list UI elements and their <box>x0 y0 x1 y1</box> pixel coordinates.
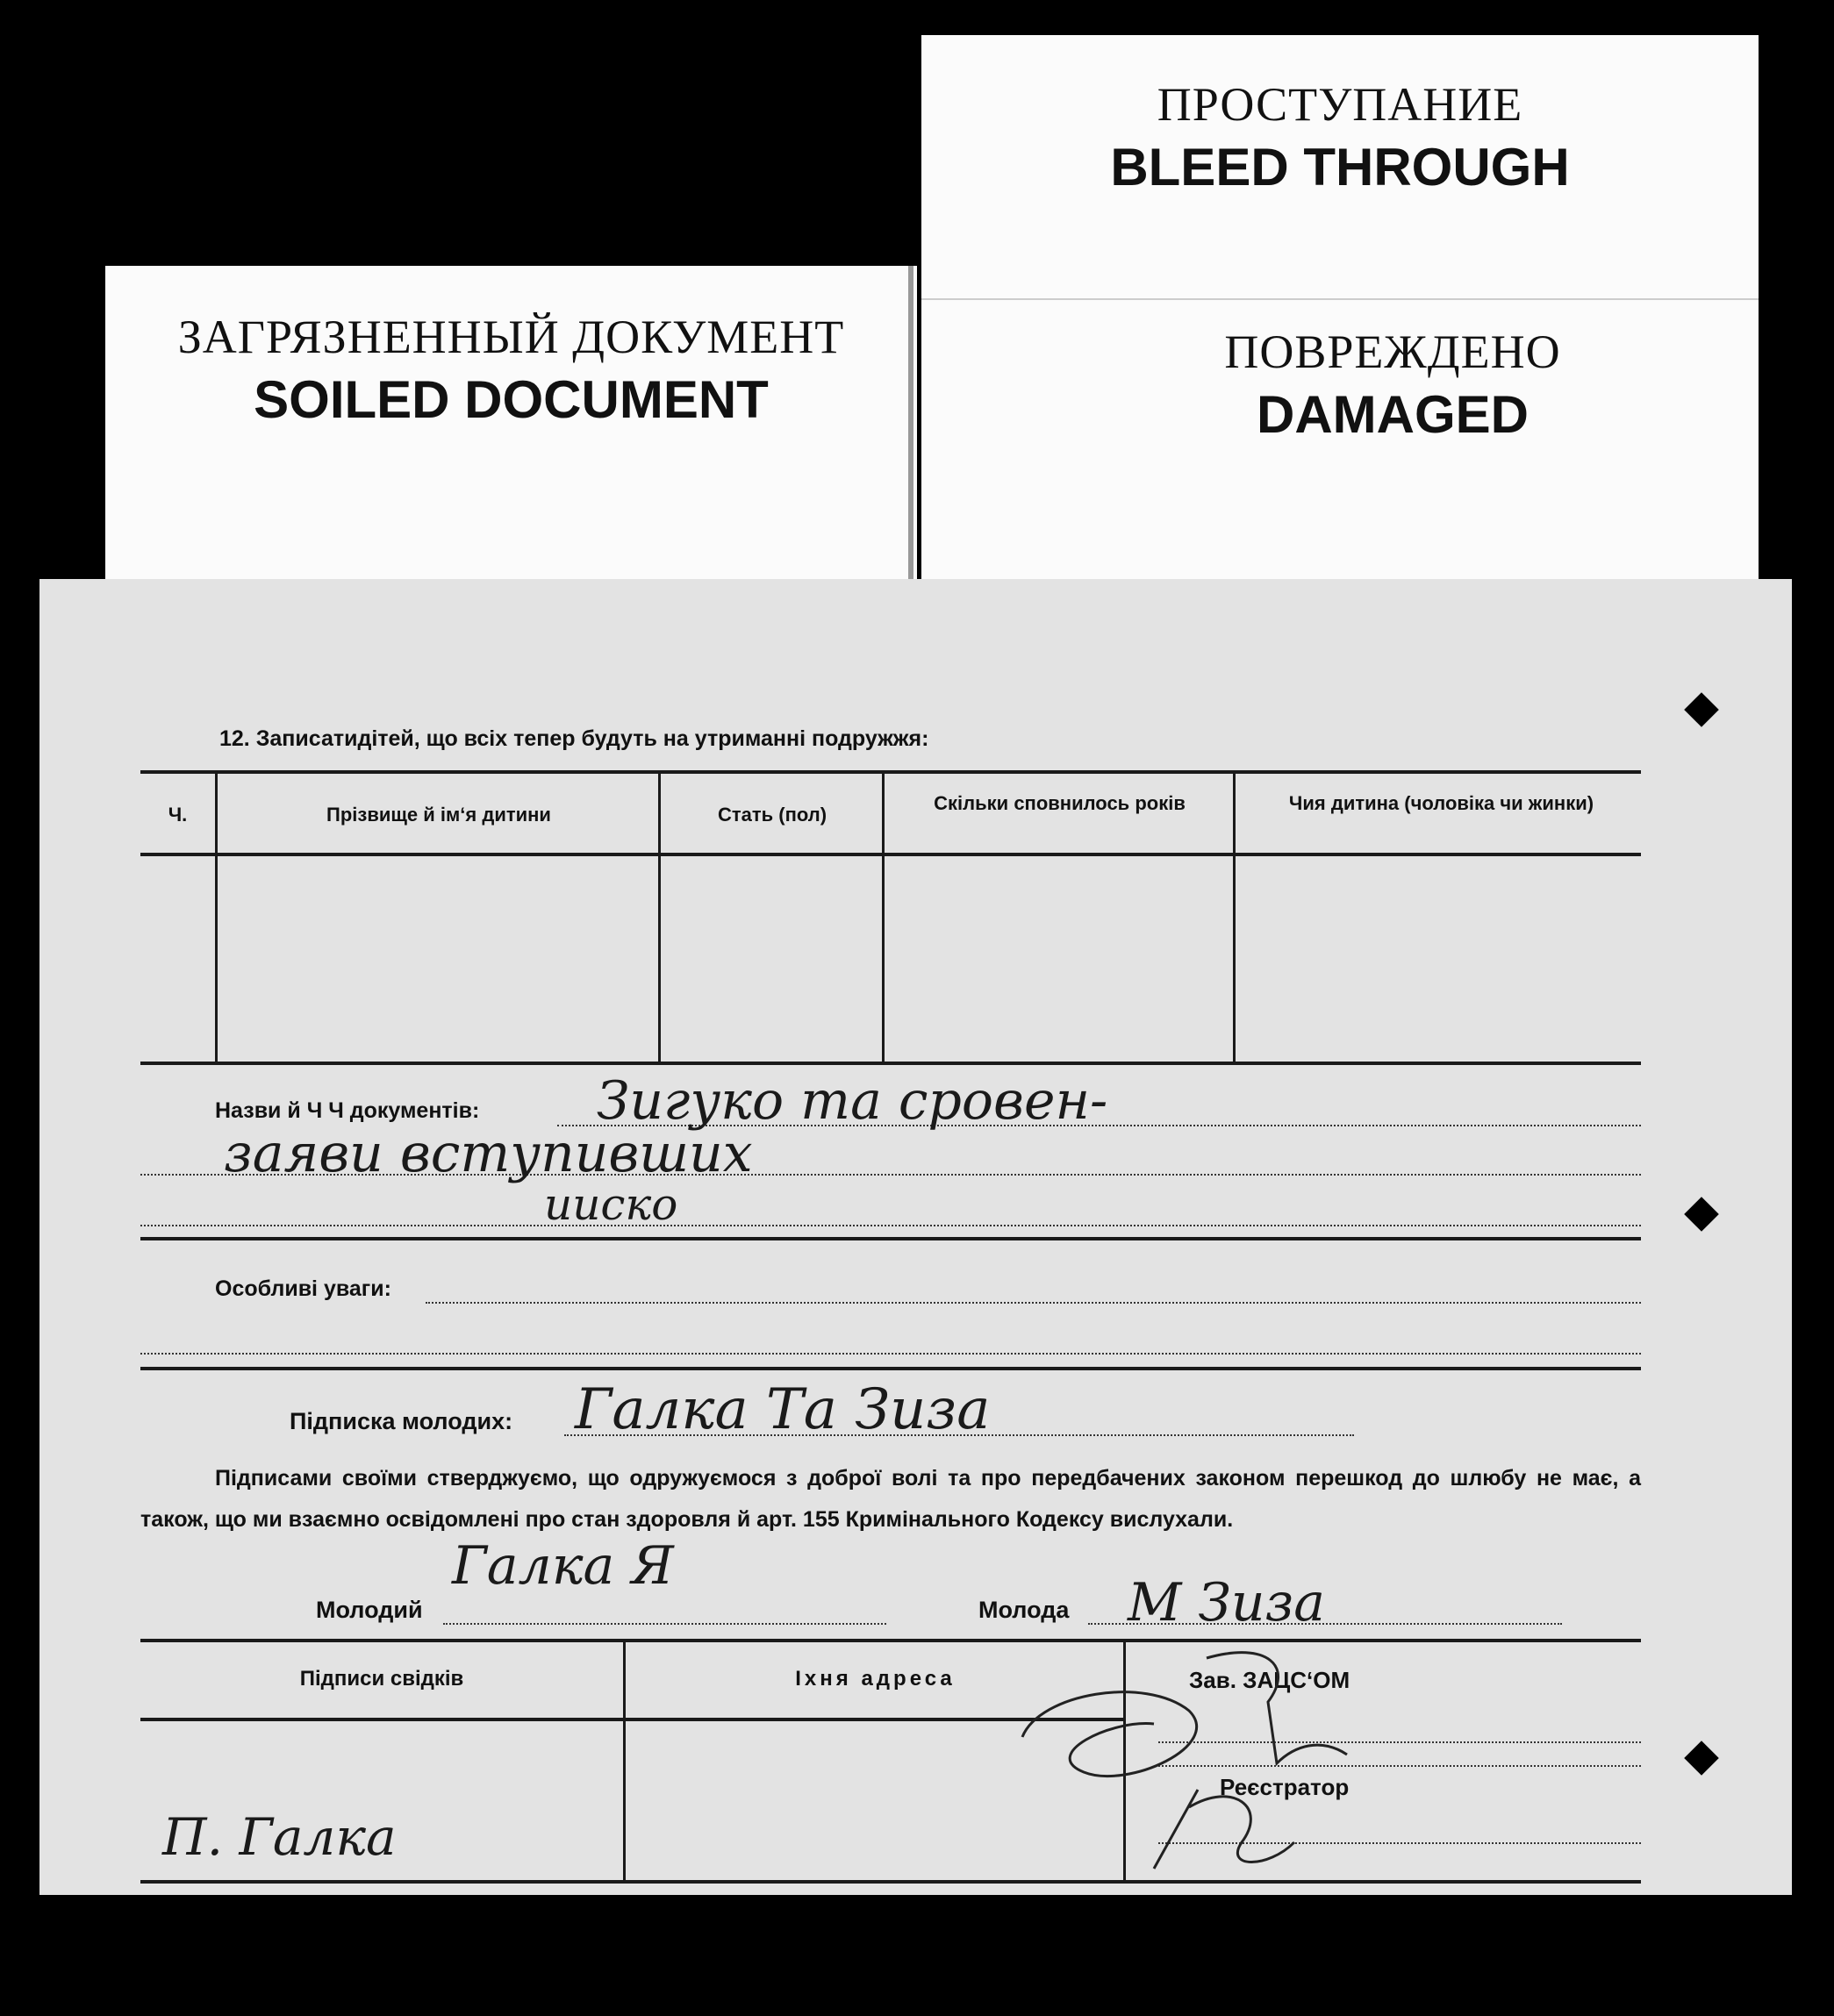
bleed-ru-label: ПРОСТУПАНИЕ <box>1157 78 1523 131</box>
bride-label: Молода <box>978 1597 1070 1623</box>
table-col-divider <box>882 770 885 1062</box>
registrar-signature-scribble <box>1005 1641 1531 1877</box>
section-rule <box>140 1367 1641 1370</box>
groom-label: Молодий <box>316 1597 423 1623</box>
remarks-label: Особливі уваги: <box>215 1276 391 1301</box>
groom-dotted-line <box>443 1623 886 1625</box>
registrar-label: Реєстратор <box>1220 1774 1350 1800</box>
bottom-table-divider <box>623 1639 626 1880</box>
section-rule <box>140 1237 1641 1240</box>
documents-handwriting-3: ииско <box>544 1179 678 1230</box>
damage-notch <box>1684 692 1719 727</box>
section-title: 12. Записатидітей, що всіх тепер будуть на утриманні подружжя: <box>219 726 929 751</box>
table-col-divider <box>658 770 661 1062</box>
damage-notch <box>1684 1197 1719 1232</box>
damaged-en-label: DAMAGED <box>1257 385 1529 444</box>
head-label: Зав. ЗАЦС‘ОМ <box>1189 1667 1350 1693</box>
documents-handwriting-2: заяви вступивших <box>224 1123 753 1184</box>
bottom-table-bottom-rule <box>140 1880 1641 1884</box>
witnesses-header: Підписи свідків <box>299 1667 464 1691</box>
table-col-divider <box>215 770 218 1062</box>
soiled-ru-label: ЗАГРЯЗНЕННЫЙ ДОКУМЕНТ <box>177 311 845 363</box>
col-header-name: Прізвище й ім‘я дитини <box>326 804 551 826</box>
placard-fold-line <box>921 298 1759 300</box>
declaration-text: Підписами своїми стверджуємо, що одружуємося з доброї волі та про передбачених законом перешкод до шлюбу не має, а також, що ми взаємно освідомлені про стан здоровля й арт. 155 Кримінального Кодексу вислухали. <box>140 1466 1641 1532</box>
bleed-en-label: BLEED THROUGH <box>1110 138 1570 197</box>
col-header-age: Скільки сповнилось років <box>934 792 1186 814</box>
remarks-dotted-line <box>140 1353 1641 1355</box>
col-header-number: Ч. <box>168 804 188 826</box>
placard-edge <box>908 266 913 580</box>
table-bottom-rule <box>140 1062 1641 1065</box>
signature-label: Підписка молодих: <box>290 1408 513 1434</box>
newlyweds-signature: Галка Та Зиза <box>575 1377 991 1442</box>
table-top-rule <box>140 770 1641 774</box>
documents-dotted-line <box>140 1225 1641 1226</box>
soiled-document-placard <box>105 266 917 580</box>
documents-handwriting-1: Зигуко та сровен- <box>597 1070 1108 1132</box>
groom-signature: Галка Я <box>452 1535 674 1597</box>
documents-label: Назви й Ч Ч документів: <box>215 1098 480 1123</box>
address-header: Іхня адреса <box>795 1667 956 1691</box>
registration-form-sheet <box>39 579 1792 1895</box>
col-header-sex: Стать (пол) <box>717 804 827 826</box>
soiled-en-label: SOILED DOCUMENT <box>254 370 769 429</box>
table-col-divider <box>1233 770 1236 1062</box>
damage-notch <box>1684 1741 1719 1776</box>
damaged-ru-label: ПОВРЕЖДЕНО <box>1224 325 1561 378</box>
table-header-rule <box>140 853 1641 856</box>
bride-signature: М Зиза <box>1128 1572 1326 1634</box>
col-header-whose-child: Чия дитина (чоловіка чи жинки) <box>1288 792 1594 814</box>
remarks-dotted-line <box>426 1302 1641 1304</box>
bleed-damaged-placard <box>921 35 1759 588</box>
witness-signature: П. Галка <box>162 1807 397 1867</box>
bottom-table-header-rule <box>140 1718 1123 1721</box>
